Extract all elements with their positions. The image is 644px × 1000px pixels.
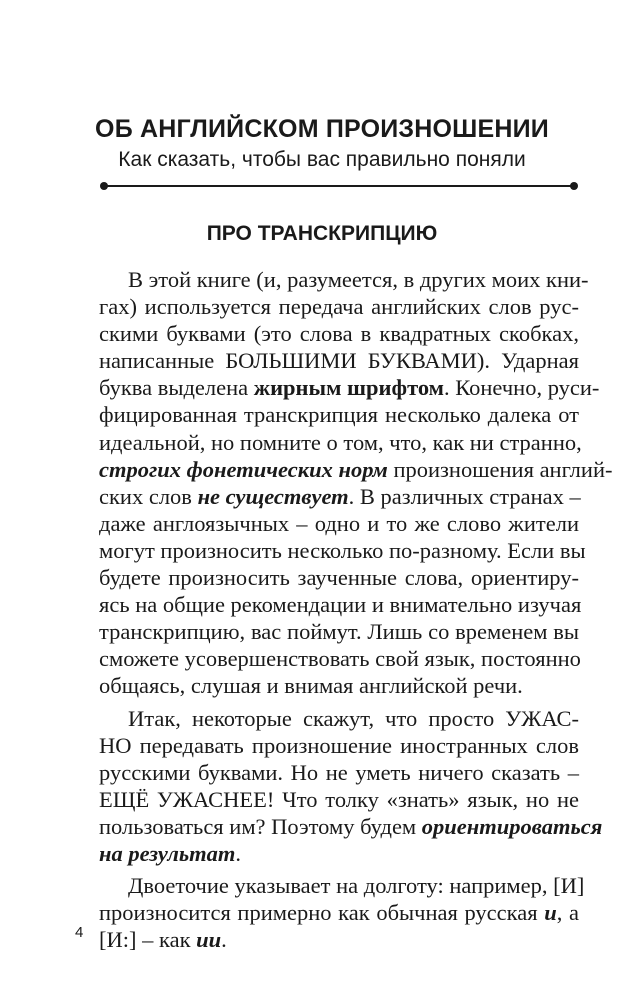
- paragraph-2: [99, 705, 603, 868]
- bold-phrase: жирным шрифтом: [253, 375, 444, 401]
- text-run: [И:] – как: [99, 927, 197, 953]
- text-run: ских слов: [99, 483, 198, 509]
- text-line: будете произносить заученные слова, ориентиру-: [99, 565, 579, 591]
- text-line: гах) используется передача английских слов рус-: [99, 294, 579, 320]
- text-line: [99, 456, 613, 483]
- text-run: . Конечно, руси-: [443, 375, 600, 401]
- text-line: написанные БОЛЬШИМИ БУКВАМИ). Ударная: [99, 348, 579, 374]
- text-run: , а: [556, 900, 579, 926]
- text-line: ясь на общие рекомендации и внимательно изучая: [99, 592, 582, 618]
- text-line: Двоеточие указывает на долготу: например, [И]: [128, 873, 585, 899]
- divider-dot-right: [570, 182, 578, 190]
- text-line: Итак, некоторые скажут, что просто УЖАС-: [128, 705, 579, 731]
- text-line: [99, 899, 579, 926]
- text-line: фицированная транскрипция несколько далека от: [99, 402, 579, 428]
- text-line: общаясь, слушая и внимая английской речи.: [99, 673, 523, 699]
- text-line: могут произносить несколько по-разному. Если вы: [99, 537, 586, 563]
- chapter-subtitle: Как сказать, чтобы вас правильно поняли: [118, 148, 526, 171]
- text-run: произношения англий-: [387, 456, 613, 482]
- text-line: [99, 926, 579, 953]
- text-run: произносится примерно как обычная русская: [99, 900, 545, 926]
- text-line: идеальной, но помните о том, что, как ни странно,: [99, 429, 582, 455]
- text-line: [99, 813, 603, 840]
- text-run: пользоваться им? Поэтому будем: [99, 813, 422, 839]
- text-line: НО передавать произношение иностранных слов: [99, 732, 579, 758]
- bold-italic-phrase: ориентироваться: [421, 813, 603, 839]
- bold-italic-letter: ии: [196, 927, 222, 953]
- page-number: 4: [75, 924, 84, 941]
- text-line: [99, 483, 579, 510]
- text-run: .: [235, 840, 242, 866]
- divider-line: [104, 185, 574, 187]
- paragraph-3: [99, 872, 585, 953]
- text-line: сможете усовершенствовать свой язык, постоянно: [99, 646, 581, 672]
- text-run: . В различных странах –: [348, 483, 581, 509]
- text-run: буква выделена: [99, 375, 254, 401]
- decorative-divider: [100, 182, 578, 190]
- text-line: [99, 840, 579, 867]
- text-line: даже англоязычных – одно и то же слово жители: [99, 510, 579, 536]
- text-line: скими буквами (это слова в квадратных скобках,: [99, 321, 579, 347]
- body-text: [99, 266, 613, 953]
- bold-italic-letter: и: [544, 900, 557, 926]
- text-line: [99, 374, 600, 401]
- text-line: транскрипцию, вас поймут. Лишь со временем вы: [99, 619, 579, 645]
- text-line: русскими буквами. Но не уметь ничего сказать –: [99, 759, 579, 785]
- bold-italic-phrase: строгих фонетических норм: [99, 456, 388, 482]
- text-run: .: [221, 927, 227, 953]
- text-line: В этой книге (и, разумеется, в других моих кни-: [128, 267, 589, 292]
- bold-italic-phrase: не существует: [197, 483, 349, 509]
- section-heading: ПРО ТРАНСКРИПЦИЮ: [206, 222, 438, 245]
- bold-italic-phrase: на результат: [99, 840, 236, 866]
- text-line: ЕЩЁ УЖАСНЕЕ! Что толку «знать» язык, но не: [99, 786, 579, 812]
- paragraph-1: [99, 266, 613, 700]
- chapter-title: ОБ АНГЛИЙСКОМ ПРОИЗНОШЕНИИ: [95, 115, 549, 143]
